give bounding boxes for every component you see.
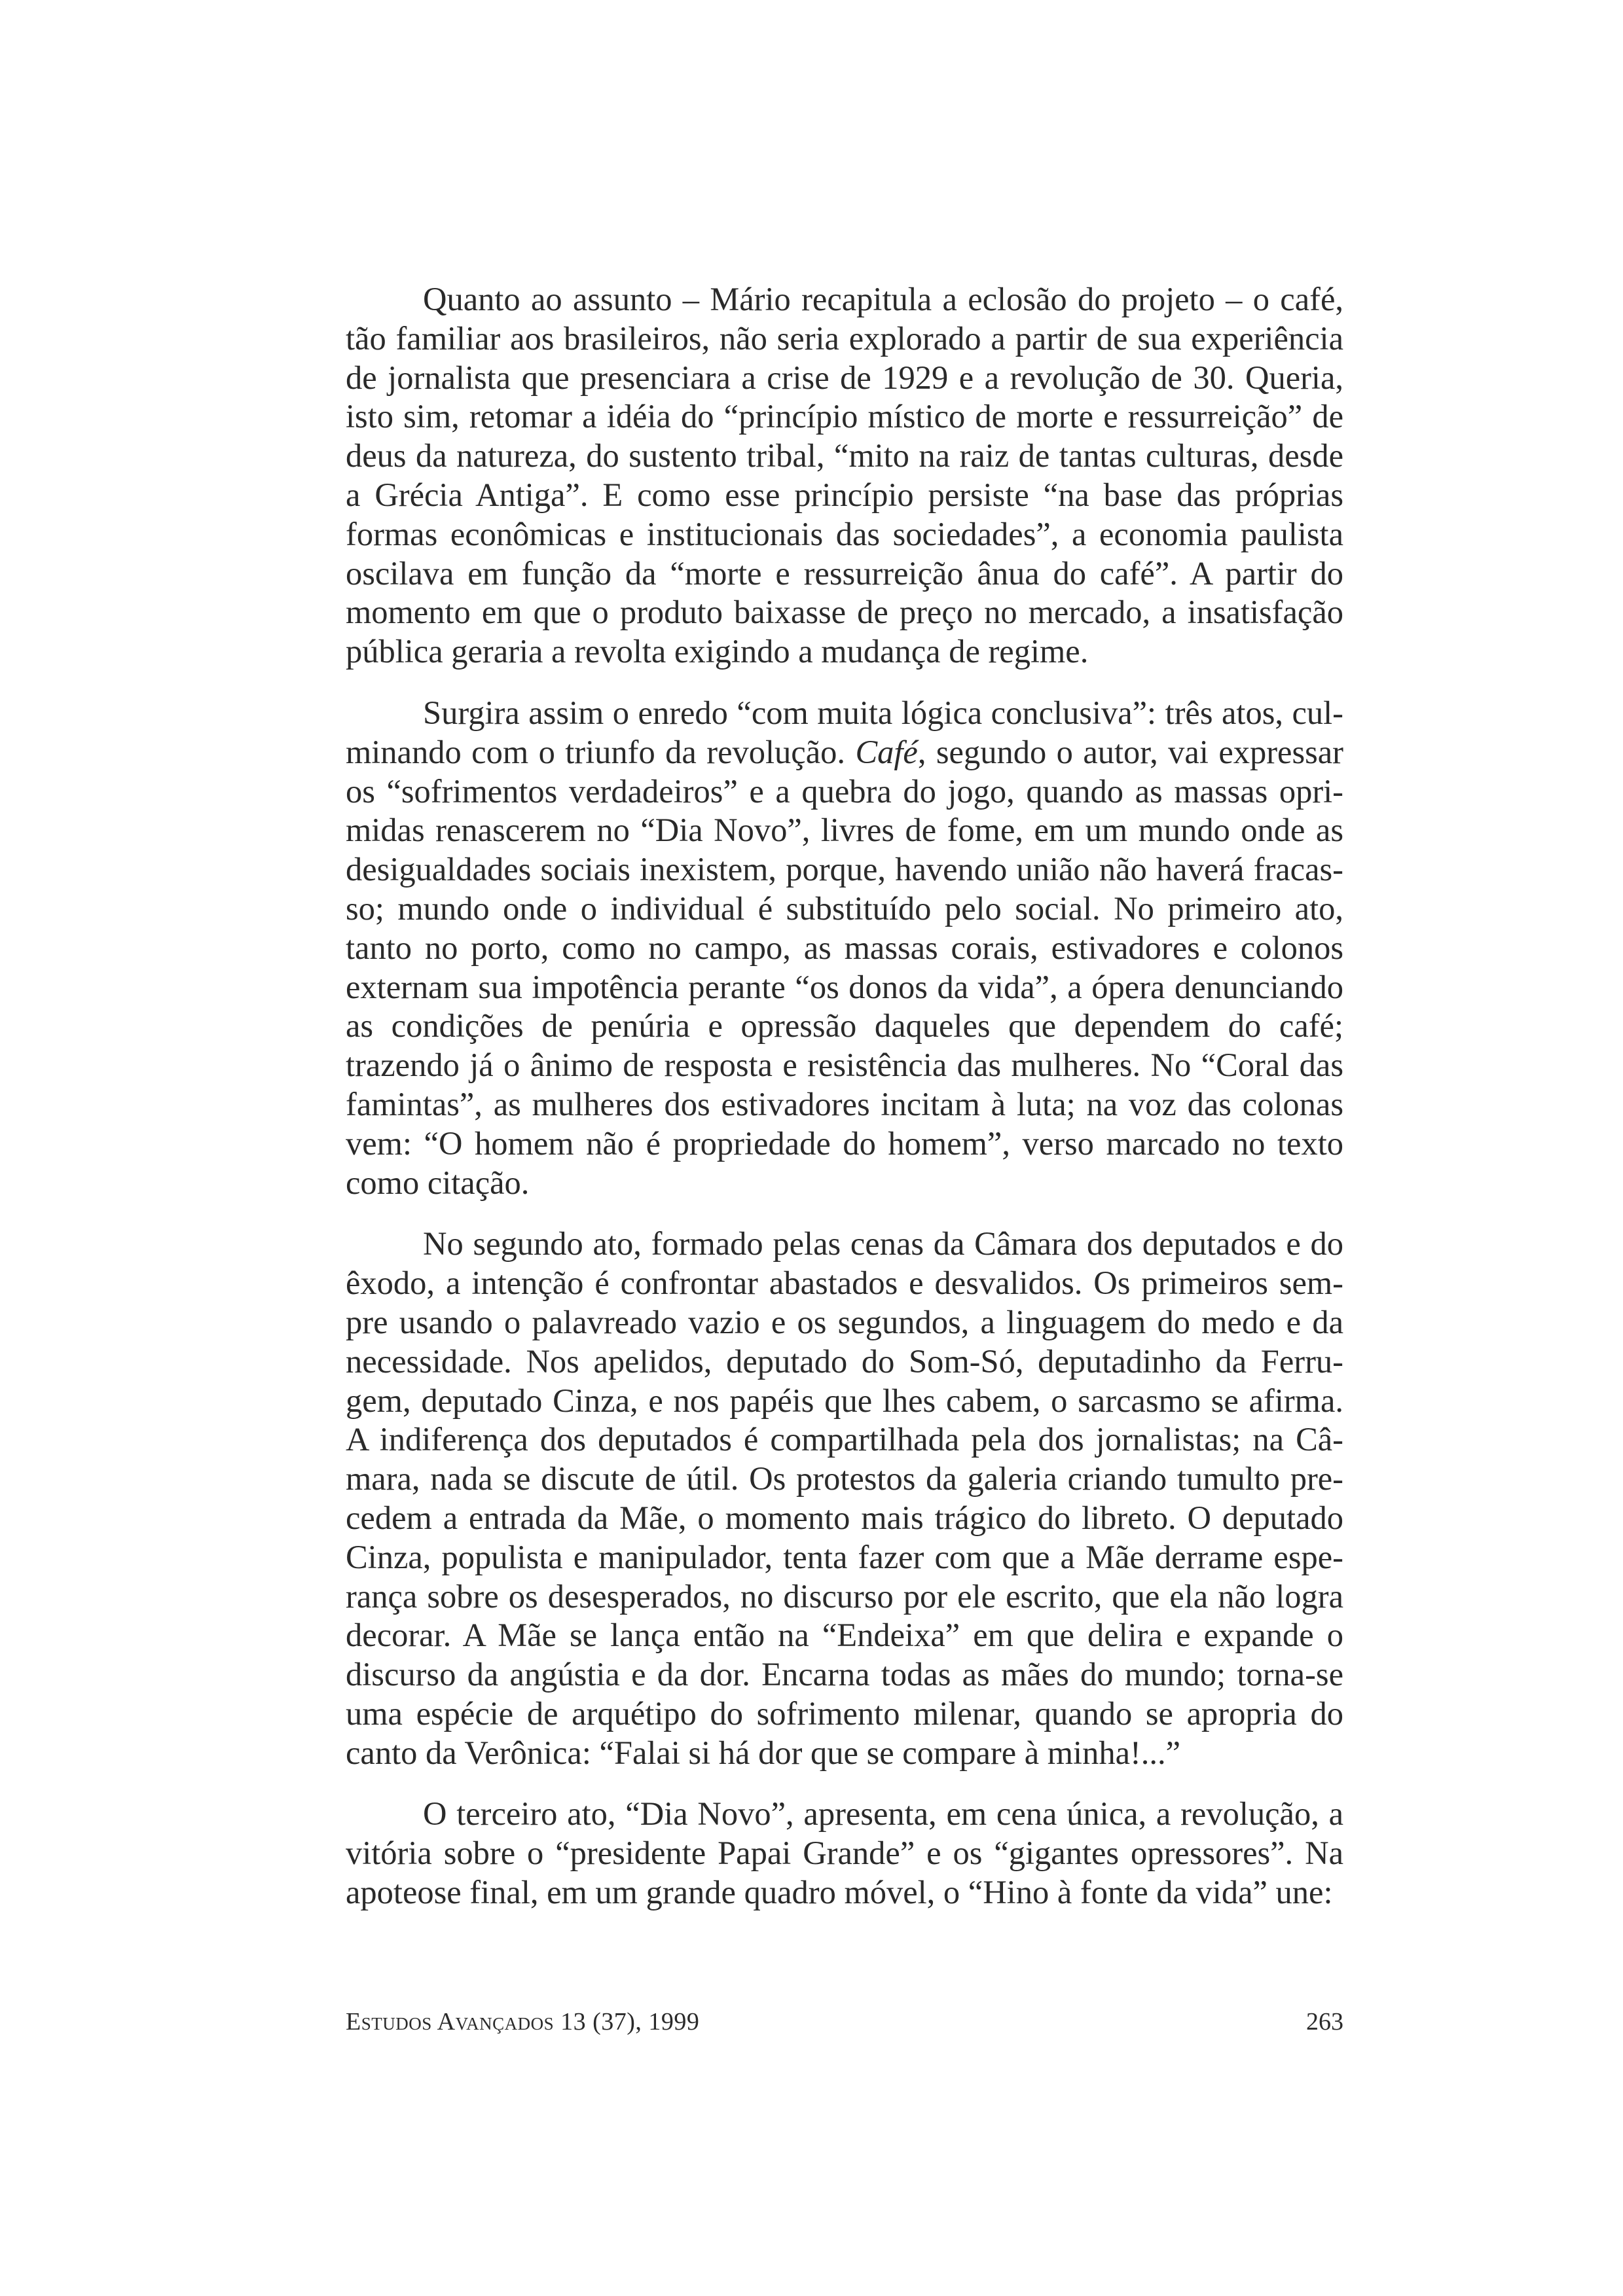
text-run: Quanto ao assunto – Mário recapitula a eclosão do projeto – o café, tão familiar aos brasileiros, não seria explorado a partir de sua experiência de jornalista que presenciara a crise de 1929 e a revolução de 30. Queria, isto sim, retomar a idéia do “princípio místico de morte e ressurreição” de deus da natureza, do sustento tribal, “mito na raiz de tantas culturas, desde a Grécia Antiga”. E como esse princípio persiste “na base das próprias formas econômicas e institucionais das sociedades”, a economia paulista oscilava em função da “morte e ressurreição ânua do café”. A partir do momento em que o produto baixasse de preço no mercado, a insatisfação pública geraria a revolta exigindo a mudança de regime. bbox=[346, 281, 1343, 670]
text-run: O terceiro ato, “Dia Novo”, apresenta, em cena única, a revolução, a vitória sobre o “presidente Papai Grande” e os “gigantes opressores”. Na apoteose final, em um grande quadro móvel, o “Hino à fonte da vida” une: bbox=[346, 1795, 1343, 1911]
text-run: Surgira assim o enredo “com muita lógica conclusiva”: três atos, culminando com o triunfo da revolução. bbox=[346, 694, 1343, 770]
paragraph bbox=[346, 1795, 1343, 1912]
italic-title: Café bbox=[855, 733, 918, 770]
text-run: , segundo o autor, vai expressar os “sofrimentos verdadeiros” e a quebra do jogo, quando as massas oprimidas renascerem no “Dia Novo”, livres de fome, em um mundo onde as desigualdades sociais inexistem, porque, havendo união não haverá fracasso; mundo onde o individual é substituído pelo social. No primeiro ato, tanto no porto, como no campo, as massas corais, estivadores e colonos externam sua impotência perante “os donos da vida”, a ópera denunciando as condições de penúria e opressão daqueles que dependem do café; trazendo já o ânimo de resposta e resistência das mulheres. No “Coral das famintas”, as mulheres dos estivadores incitam à luta; na voz das colonas vem: “O homem não é propriedade do homem”, verso marcado no texto como citação. bbox=[346, 733, 1343, 1201]
body-text bbox=[346, 280, 1343, 1912]
paragraph bbox=[346, 694, 1343, 1202]
journal-citation: Estudos Avançados 13 (37), 1999 bbox=[346, 2008, 700, 2036]
page-number: 263 bbox=[1306, 2008, 1343, 2036]
paragraph bbox=[346, 1225, 1343, 1772]
page-footer bbox=[346, 2007, 1343, 2036]
paragraph bbox=[346, 280, 1343, 672]
text-run: No segundo ato, formado pelas cenas da Câmara dos deputados e do êxodo, a intenção é confrontar abastados e desvalidos. Os primeiros sempre usando o palavreado vazio e os segundos, a linguagem do medo e da necessidade. Nos apelidos, deputado do Som-Só, deputadinho da Ferrugem, deputado Cinza, e nos papéis que lhes cabem, o sarcasmo se afirma. A indiferença dos deputados é compartilhada pela dos jornalistas; na Câmara, nada se discute de útil. Os protestos da galeria criando tumulto precedem a entrada da Mãe, o momento mais trágico do libreto. O deputado Cinza, populista e manipulador, tenta fazer com que a Mãe derrame esperança sobre os desesperados, no discurso por ele escrito, que ela não logra decorar. A Mãe se lança então na “Endeixa” em que delira e expande o discurso da angústia e da dor. Encarna todas as mães do mundo; torna-se uma espécie de arquétipo do sofrimento milenar, quando se apropria do canto da Verônica: “Falai si há dor que se compare à minha!...” bbox=[346, 1225, 1343, 1771]
